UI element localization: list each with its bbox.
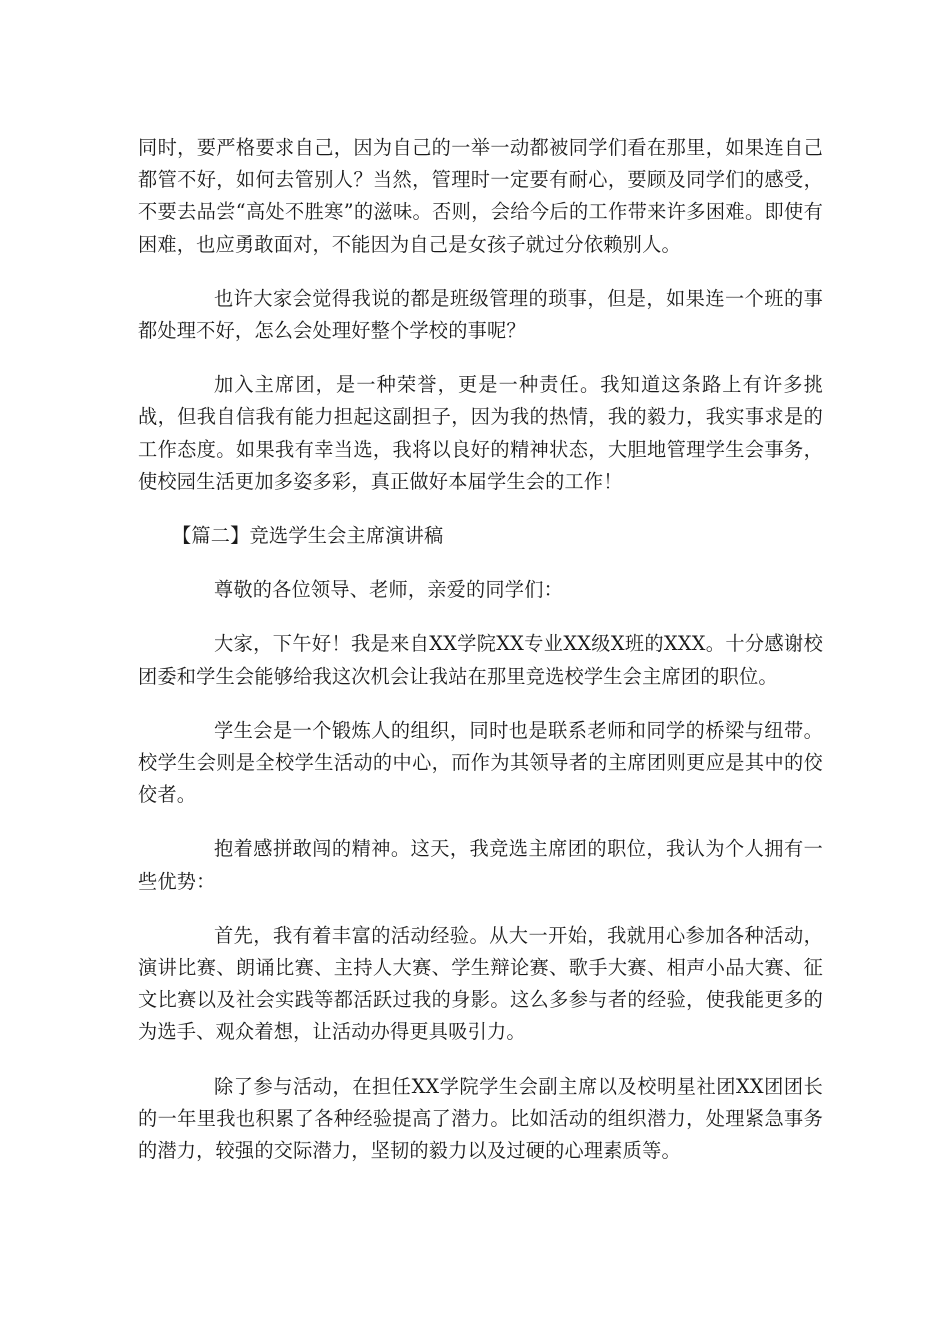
paragraph-advantages-intro: 抱着感拼敢闯的精神。这天，我竞选主席团的职位，我认为个人拥有一些优势：	[138, 837, 823, 893]
paragraph-2: 也许大家会觉得我说的都是班级管理的琐事，但是，如果连一个班的事都处理不好，怎么会处理好整个学校的事呢？	[138, 286, 823, 343]
paragraph-salutation: 尊敬的各位领导、老师，亲爱的同学们：	[214, 578, 563, 602]
paragraph-greeting: 大家，下午好！我是来自XX学院XX专业XX级X班的XXX。十分感谢校团委和学生会能够给我这次机会让我站在那里竞选校学生会主席团的职位。	[138, 632, 823, 688]
paragraph-student-union: 学生会是一个锻炼人的组织，同时也是联系老师和同学的桥梁与纽带。校学生会则是全校学生活动的中心，而作为其领导者的主席团则更应是其中的佼佼者。	[138, 718, 823, 807]
paragraph-1: 同时，要严格要求自己，因为自己的一举一动都被同学们看在那里，如果连自己都管不好，如何去管别人？当然，管理时一定要有耐心，要顾及同学们的感受，不要去品尝“高处不胜寒”的滋味。否则，会给今后的工作带来许多困难。即使有困难，也应勇敢面对，不能因为自己是女孩子就过分依赖别人。	[138, 136, 823, 256]
paragraph-experience: 首先，我有着丰富的活动经验。从大一开始，我就用心参加各种活动，演讲比赛、朗诵比赛、主持人大赛、学生辩论赛、歌手大赛、相声小品大赛、征文比赛以及社会实践等都活跃过我的身影。这么多参与者的经验，使我能更多的为选手、观众着想，让活动办得更具吸引力。	[138, 923, 823, 1044]
section-heading: 【篇二】竞选学生会主席演讲稿	[172, 524, 444, 548]
document-page	[138, 132, 823, 1189]
paragraph-3: 加入主席团，是一种荣誉，更是一种责任。我知道这条路上有许多挑战，但我自信我有能力担起这副担子，因为我的热情，我的毅力，我实事求是的工作态度。如果我有幸当选，我将以良好的精神状态，大胆地管理学生会事务，使校园生活更加多姿多彩，真正做好本届学生会的工作！	[138, 373, 823, 493]
paragraph-abilities: 除了参与活动，在担任XX学院学生会副主席以及校明星社团XX团团长的一年里我也积累了各种经验提高了潜力。比如活动的组织潜力，处理紧急事务的潜力，较强的交际潜力，坚韧的毅力以及过硬的心理素质等。	[138, 1074, 823, 1163]
